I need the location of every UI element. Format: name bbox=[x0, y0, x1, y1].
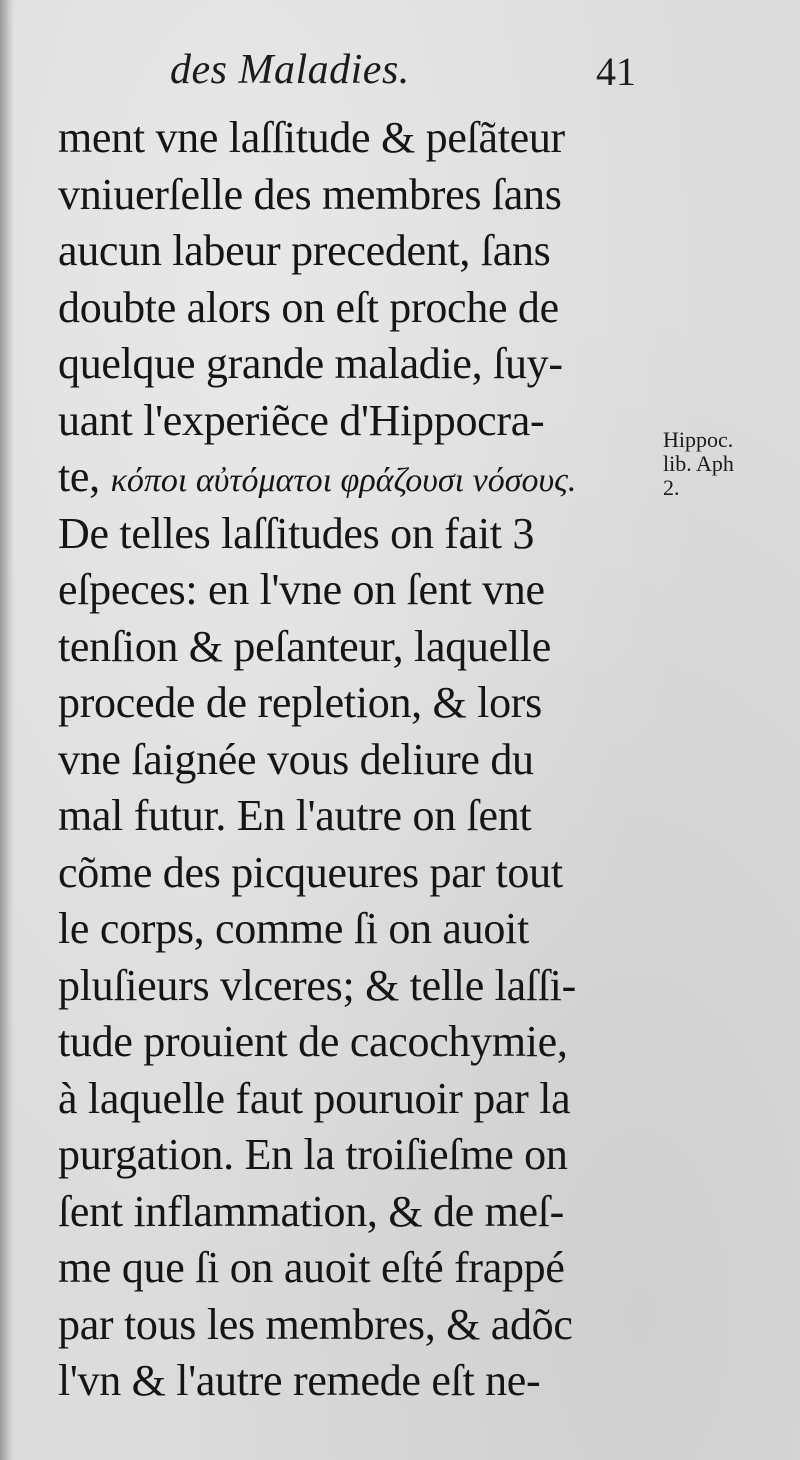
text-line: purgation. En la troiſieſme on bbox=[58, 1130, 568, 1179]
text-line: par tous les membres, & adõc bbox=[58, 1299, 573, 1349]
page-header bbox=[0, 40, 800, 110]
text-line: me que ſi on auoit eſté frappé bbox=[58, 1243, 565, 1292]
running-title: des Maladies. bbox=[170, 47, 410, 93]
text-line: procede de repletion, & lors bbox=[58, 678, 542, 727]
text-line: doubte alors on eſt proche de bbox=[58, 282, 559, 332]
text-line: cõme des picqueures par tout bbox=[58, 847, 563, 897]
text-line: mal futur. En l'autre on ſent bbox=[58, 791, 532, 840]
text-line: De telles laſſitudes on fait 3 bbox=[58, 508, 535, 558]
body-text bbox=[58, 110, 658, 1410]
text-line: quelque grande maladie, ſuy- bbox=[58, 339, 563, 388]
marginal-note bbox=[663, 428, 793, 500]
text-line: ſent inflammation, & de meſ- bbox=[58, 1186, 565, 1236]
margin-note-line: 2. bbox=[663, 475, 680, 500]
text-line-with-quote bbox=[58, 449, 658, 506]
text-line: eſpeces: en l'vne on ſent vne bbox=[58, 565, 545, 614]
text-line: tenſion & peſanteur, laquelle bbox=[58, 621, 551, 671]
text-line: tude prouient de cacochymie, bbox=[58, 1017, 568, 1066]
text-line-start: te, bbox=[58, 452, 100, 501]
text-line: aucun labeur precedent, ſans bbox=[58, 226, 551, 275]
text-line: pluſieurs vlceres; & telle laſſi- bbox=[58, 960, 576, 1010]
text-line: uant l'experiẽce d'Hippocra- bbox=[58, 395, 545, 445]
text-line: le corps, comme ſi on auoit bbox=[58, 904, 529, 953]
margin-note-line: Hippoc. bbox=[663, 427, 734, 452]
text-line: l'vn & l'autre remede eſt ne- bbox=[58, 1356, 541, 1405]
text-line: ment vne laſſitude & peſãteur bbox=[58, 113, 565, 162]
page-edge-shadow bbox=[0, 0, 14, 1460]
text-line: à laquelle faut pouruoir par la bbox=[58, 1073, 571, 1123]
greek-quote: κόποι αὐτόματοι φράζουσι νόσους. bbox=[110, 462, 577, 499]
page-number: 41 bbox=[596, 49, 636, 94]
text-line: vniuerſelle des membres ſans bbox=[58, 169, 562, 219]
margin-note-line: lib. Aph bbox=[663, 451, 734, 476]
text-line: vne ſaignée vous deliure du bbox=[58, 734, 534, 784]
